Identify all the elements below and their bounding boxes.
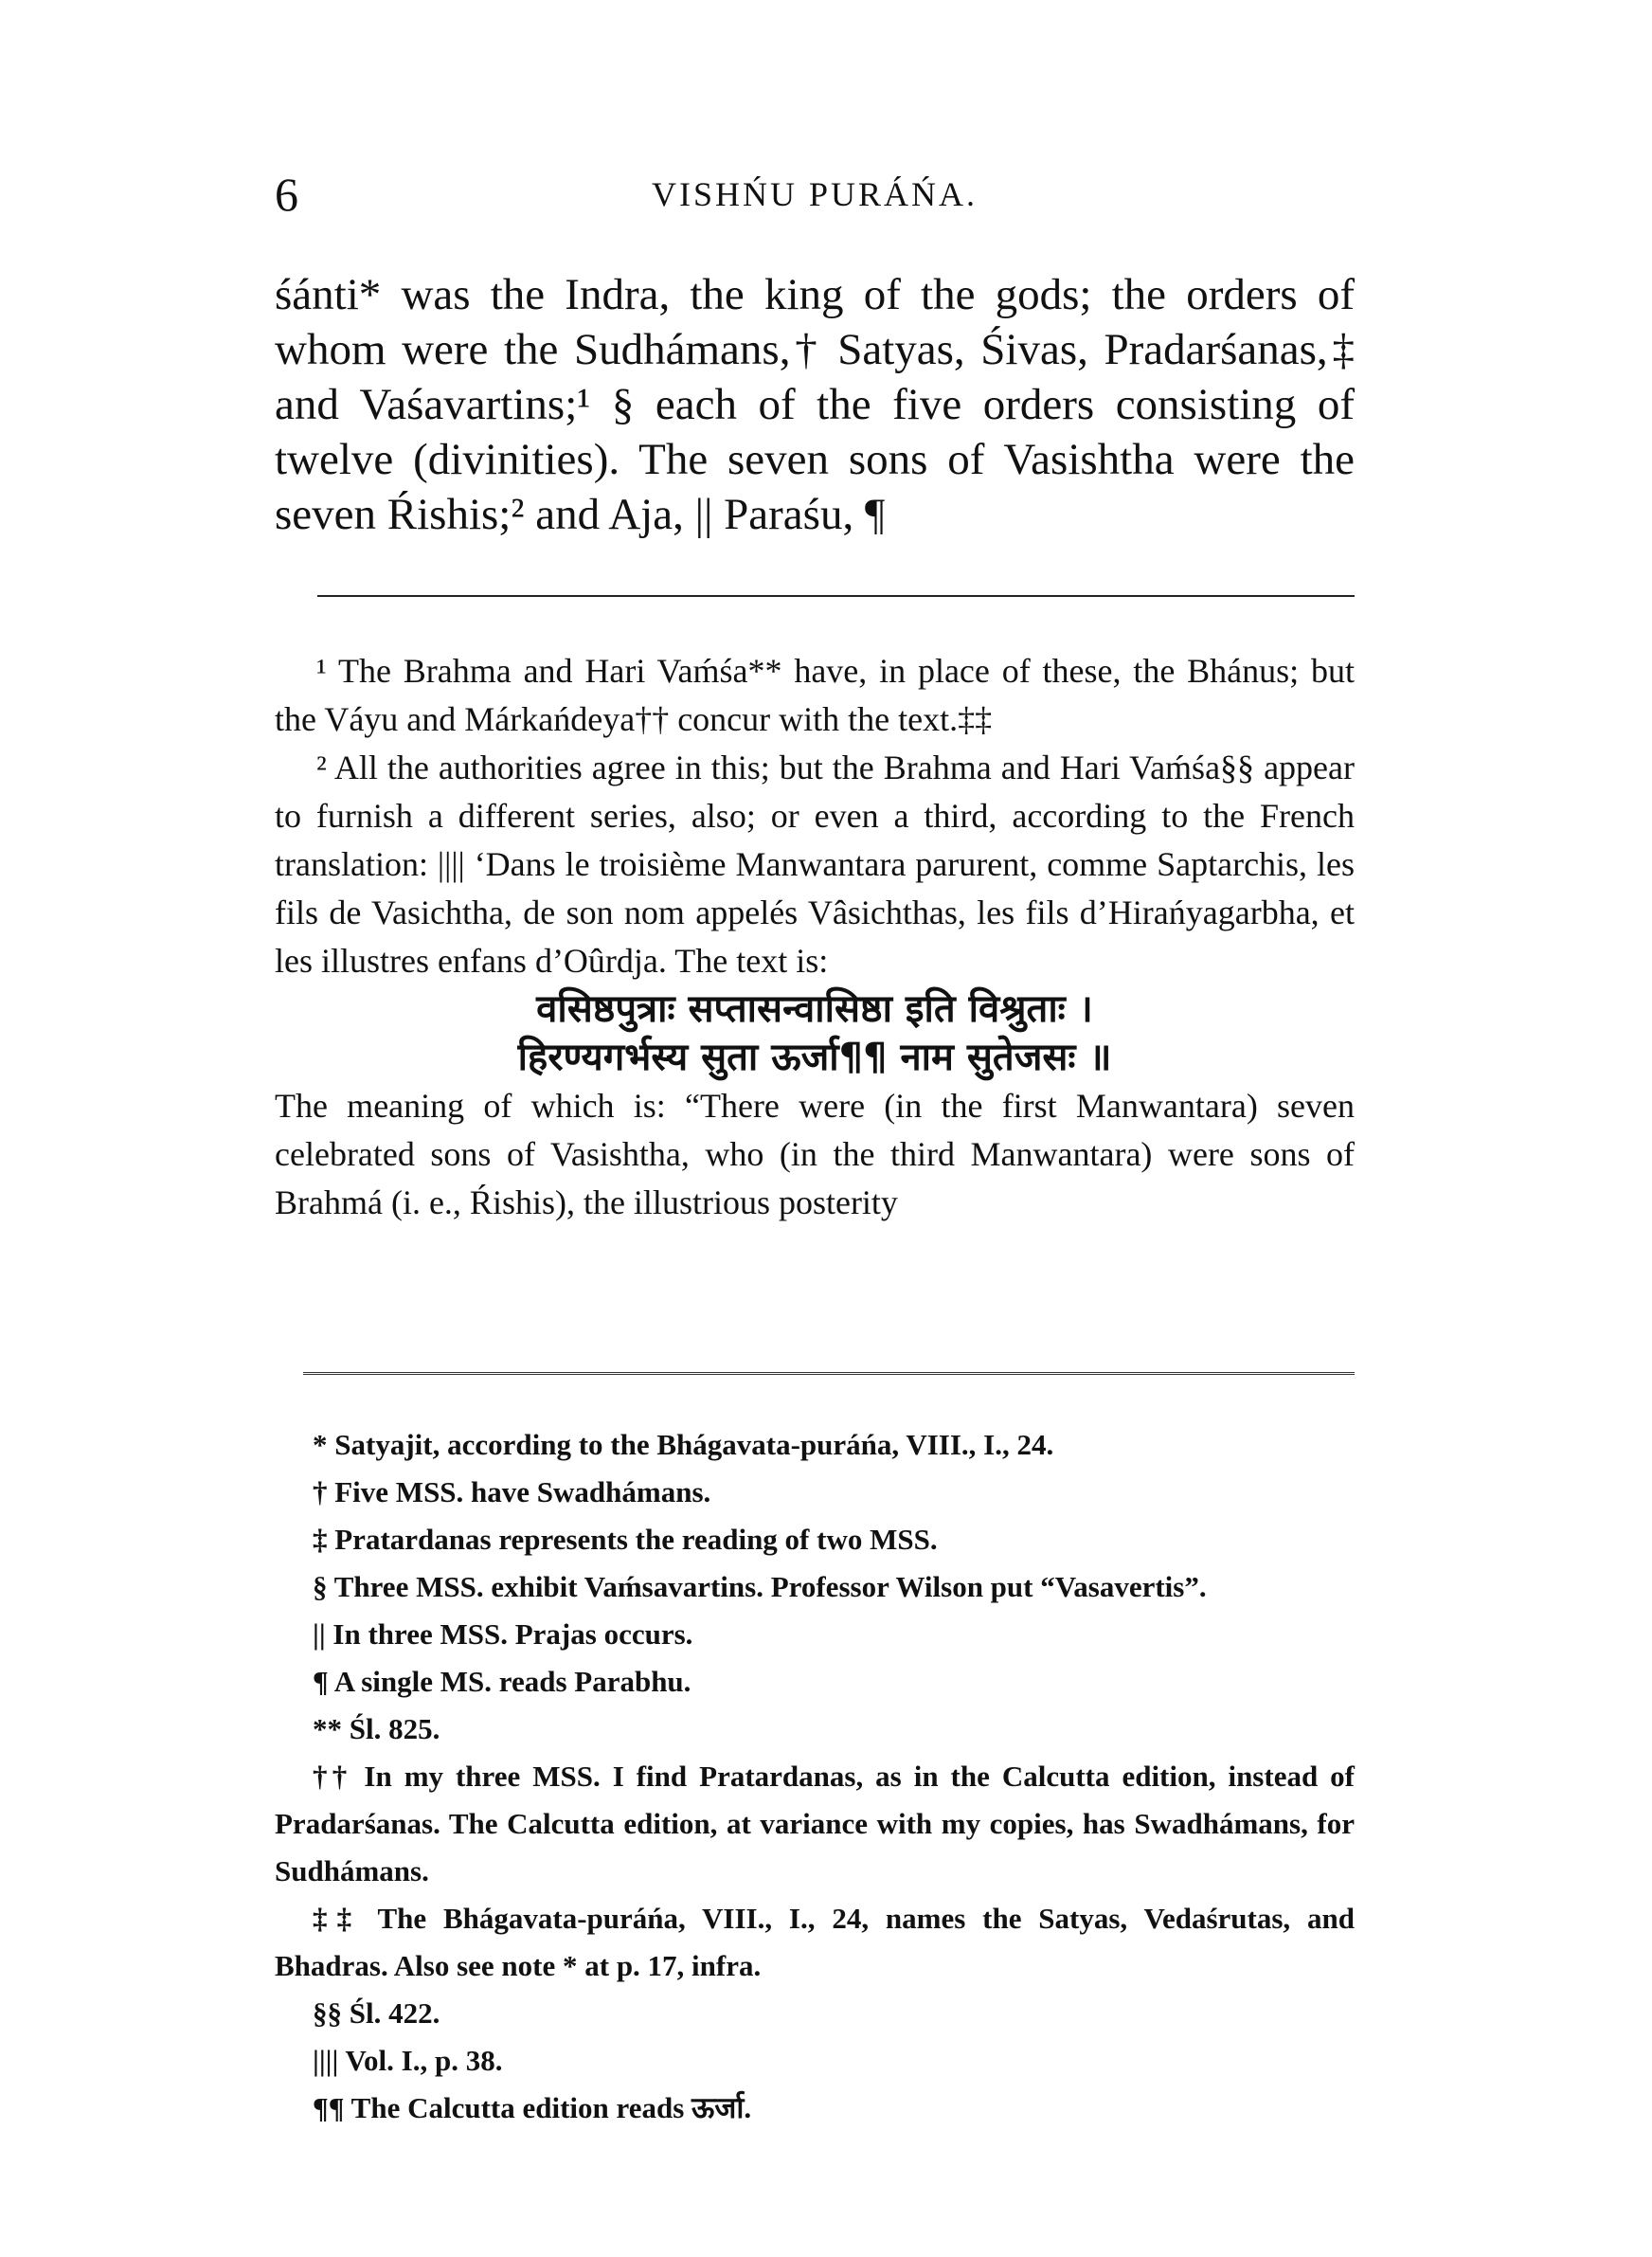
editor-note: §§ Śl. 422. bbox=[313, 1996, 440, 2030]
editor-note: |||| Vol. I., p. 38. bbox=[313, 2044, 503, 2077]
editor-note: ‡ Pratardanas represents the reading of two MSS. bbox=[313, 1523, 938, 1556]
editor-note: † Five MSS. have Swadhámans. bbox=[313, 1475, 711, 1508]
editor-note: ¶ A single MS. reads Parabhu. bbox=[313, 1665, 691, 1698]
editor-note: ¶¶ The Calcutta edition reads ऊर्जा. bbox=[313, 2091, 752, 2124]
editor-note: § Three MSS. exhibit Vaḿsavartins. Professor Wilson put “Vasavertis”. bbox=[313, 1570, 1207, 1603]
editor-note: * Satyajit, according to the Bhágavata-puráńa, VIII., I., 24. bbox=[313, 1428, 1054, 1461]
sanskrit-verse-line-1: वसिष्ठपुत्राः सप्तासन्वासिष्ठा इति विश्रुताः । bbox=[536, 987, 1093, 1031]
main-paragraph: śánti* was the Indra, the king of the gods; the orders of whom were the Sudhámans,† Satyas, Śivas, Pradarśanas,‡ and Vaśavartins;¹ § each of the five orders consisting of twelve (divinities). The seven sons of Vasishtha were the seven Ŕishis;² and Aja, || Paraśu, ¶ bbox=[275, 270, 1355, 539]
author-footnotes bbox=[275, 647, 1355, 1227]
main-text bbox=[275, 267, 1355, 542]
author-footnote-1: ¹ The Brahma and Hari Vaḿśa** have, in place of these, the Bhánus; but the Váyu and Márkańdeya†† concur with the text.‡‡ bbox=[275, 652, 1355, 738]
editor-note: †† In my three MSS. I find Pratardanas, as in the Calcutta edition, instead of Pradarśanas. The Calcutta edition, at variance with my copies, has Swadhámans, for Sudhámans. bbox=[275, 1760, 1355, 1887]
running-title: VISHŃU PURÁŃA. bbox=[651, 175, 979, 213]
editor-note: || In three MSS. Prajas occurs. bbox=[313, 1617, 693, 1651]
editor-note: ‡‡ The Bhágavata-puráńa, VIII., I., 24, names the Satyas, Vedaśrutas, and Bhadras. Also see note * at p. 17, infra. bbox=[275, 1902, 1355, 1982]
sanskrit-verse-line-2: हिरण्यगर्भस्य सुता ऊर्जा¶¶ नाम सुतेजसः ॥ bbox=[517, 1036, 1112, 1079]
page-number: 6 bbox=[275, 168, 298, 221]
editor-notes-divider bbox=[303, 1372, 1355, 1378]
editor-note: ** Śl. 825. bbox=[313, 1712, 440, 1745]
author-footnote-2-continuation: The meaning of which is: “There were (in the first Manwantara) seven celebrated sons of Vasishtha, who (in the third Manwantara) were sons of Brahmá (i. e., Ŕishis), the illustrious posterity bbox=[275, 1087, 1355, 1221]
editor-footnotes bbox=[275, 1421, 1355, 2132]
footnote-divider bbox=[317, 595, 1355, 597]
page-header bbox=[275, 161, 1355, 227]
author-footnote-2: ² All the authorities agree in this; but the Brahma and Hari Vaḿśa§§ appear to furnish a different series, also; or even a third, according to the French translation: |||| ‘Dans le troisième Manwantara parurent, comme Saptarchis, les fils de Vasichtha, de son nom appelés Vâsichthas, les fils d’Hirańyagarbha, et les illustres enfans d’Oûrdja. The text is: bbox=[275, 749, 1355, 980]
